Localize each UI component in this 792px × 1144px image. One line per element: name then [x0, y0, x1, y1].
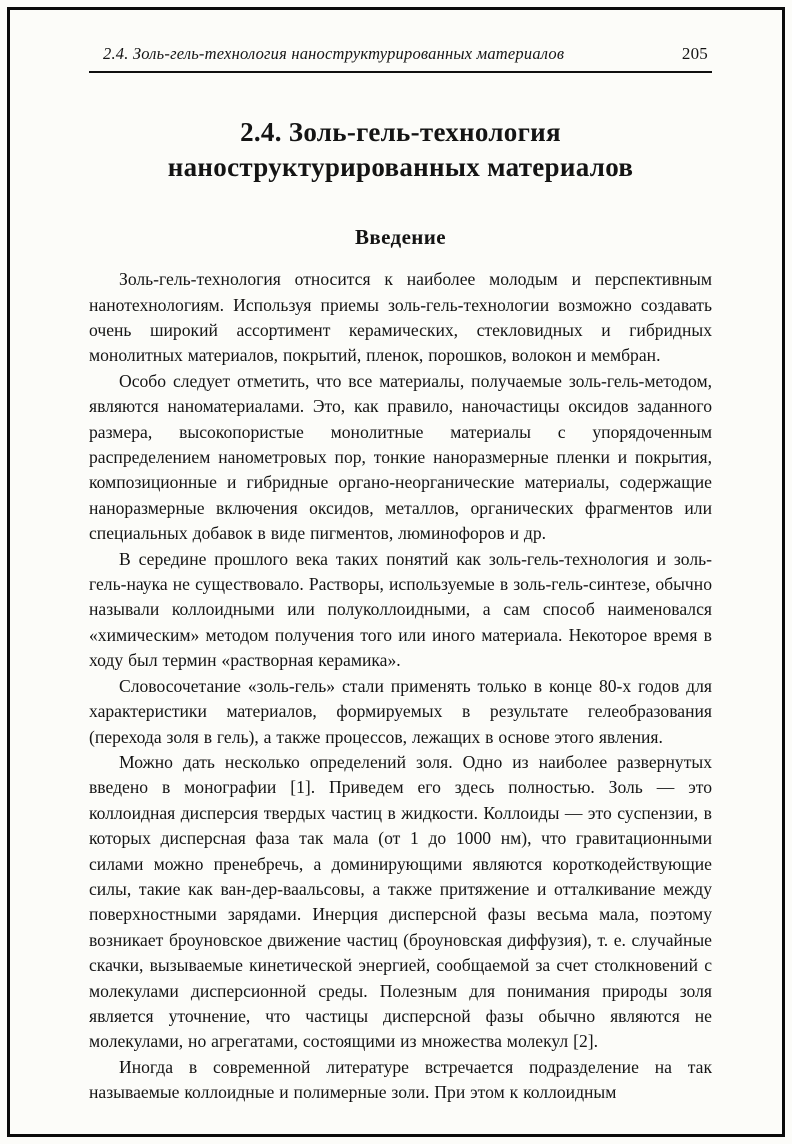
running-header — [89, 44, 712, 73]
chapter-title-line-2: наноструктурированных материалов — [167, 152, 634, 183]
section-heading-introduction: Введение — [354, 225, 447, 250]
body-paragraph-4: Словосочетание «золь-гель» стали применять только в конце 80-х годов для характеристики материалов, формируемых в результате гелеобразования (перехода золя в гель), а также процессов, лежащих в основе этого явления. — [89, 675, 712, 747]
body-paragraph-2: Особо следует отметить, что все материалы, получаемые золь-гель-методом, являются наноматериалами. Это, как правило, наночастицы оксидов заданного размера, высокопористые монолитные материалы с упорядоченным распределением нанометровых пор, тонкие наноразмерные пленки и покрытия, композиционные и гибридные органо-неорганические материалы, содержащие наноразмерные включения оксидов, металлов, органических фрагментов или специальных добавок в виде пигментов, люминофоров и др. — [89, 370, 712, 544]
page-number: 205 — [681, 44, 708, 63]
body-paragraph-3: В середине прошлого века таких понятий как золь-гель-технология и золь-гель-наука не существовало. Растворы, используемые в золь-гель-синтезе, обычно называли коллоидными или полуколлоидными, а сам способ наименовался «химическим» методом получения того или иного материала. Некоторое время в ходу был термин «растворная керамика». — [89, 548, 712, 671]
body-paragraph-1: Золь-гель-технология относится к наиболее молодым и перспективным нанотехнологиям. Используя приемы золь-гель-технологии возможно создавать очень широкий ассортимент керамических, стекловидных и гибридных монолитных материалов, покрытий, пленок, порошков, волокон и мембран. — [89, 269, 712, 366]
page-content — [89, 44, 712, 1106]
running-header-title: 2.4. Золь-гель-технология наноструктурированных материалов — [103, 44, 565, 63]
chapter-title — [89, 115, 712, 185]
chapter-title-line-1: 2.4. Золь-гель-технология — [240, 117, 561, 147]
body-paragraph-5: Можно дать несколько определений золя. Одно из наиболее развернутых введено в монографии [1]. Приведем его здесь полностью. Золь — это коллоидная дисперсия твердых частиц в жидкости. Коллоиды — это суспензии, в которых дисперсная фаза так мала (от 1 до 1000 нм), что гравитационными силами можно пренебречь, а доминирующими являются короткодействующие силы, такие как ван-дер-ваальсовы, а также притяжение и отталкивание между поверхностными зарядами. Инерция дисперсной фазы весьма мала, поэтому возникает броуновское движение частиц (броуновская диффузия), т. е. случайные скачки, вызываемые кинетической энергией, сообщаемой за счет столкновений с молекулами дисперсионной среды. Полезным для понимания природы золя является уточнение, что частицы дисперсной фазы обычно являются не молекулами, но агрегатами, состоящими из множества молекул [2]. — [89, 751, 712, 1052]
body-paragraph-6: Иногда в современной литературе встречается подразделение на так называемые коллоидные и полимерные золи. При этом к коллоидным — [89, 1056, 712, 1103]
